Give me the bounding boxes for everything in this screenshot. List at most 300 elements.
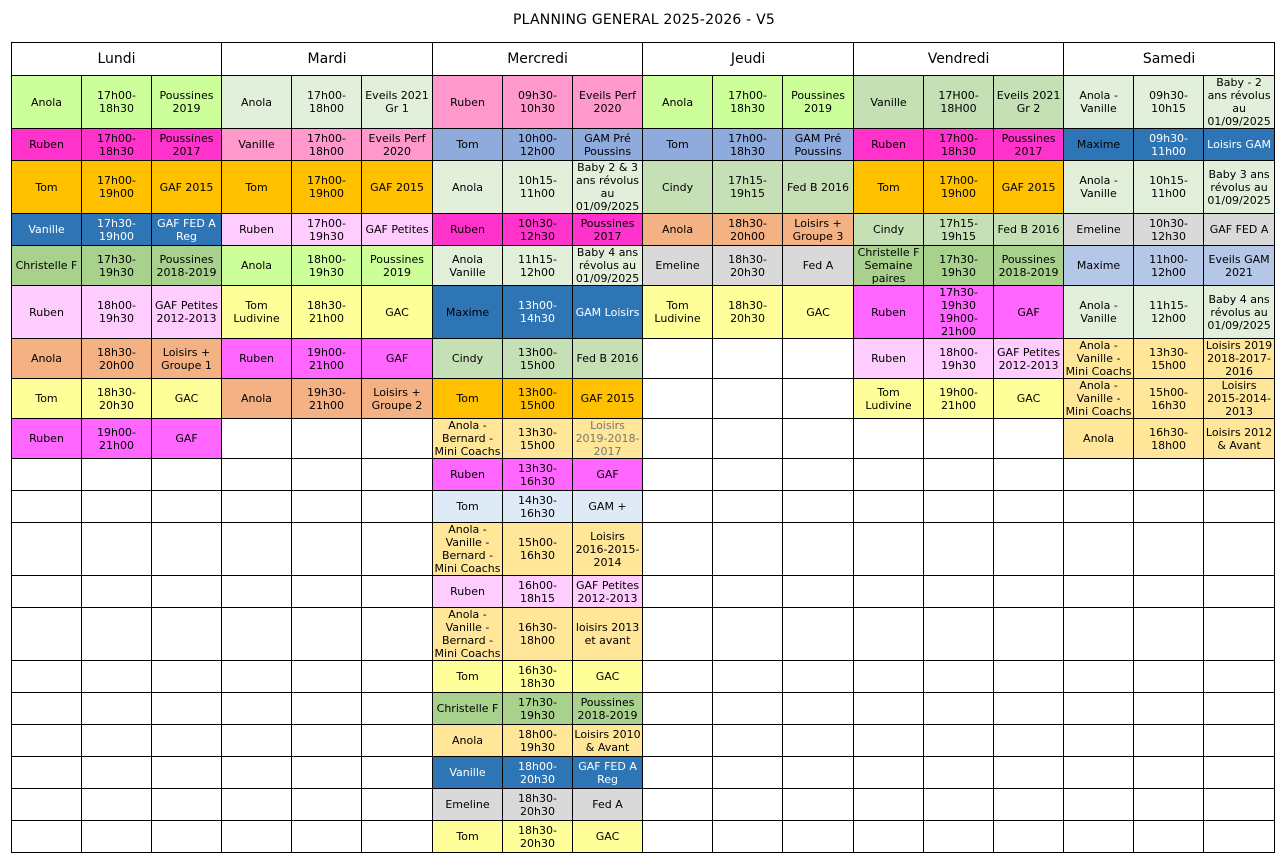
cell-group [994, 576, 1064, 608]
cell-coach: Tom Ludivine [854, 379, 924, 419]
cell-group: GAF FED A Reg [573, 757, 643, 789]
cell-group [783, 523, 854, 576]
cell-group [1204, 725, 1275, 757]
cell-group: Loisirs 2010 & Avant [573, 725, 643, 757]
cell-coach [1064, 821, 1134, 853]
cell-group [994, 419, 1064, 459]
cell-time: 16h30-18h00 [1134, 419, 1204, 459]
cell-time: 13h30-15h00 [503, 419, 573, 459]
cell-time: 19h00-21h00 [924, 379, 994, 419]
cell-group [783, 608, 854, 661]
cell-group [152, 821, 222, 853]
cell-coach: Ruben [854, 129, 924, 161]
cell-time [292, 693, 362, 725]
cell-group [152, 693, 222, 725]
cell-time: 18h30-20h00 [713, 214, 783, 246]
cell-group: Eveils GAM 2021 [1204, 246, 1275, 286]
cell-time [292, 757, 362, 789]
cell-group: Poussines 2018-2019 [994, 246, 1064, 286]
cell-time: 13h00-15h00 [503, 339, 573, 379]
cell-group: Poussines 2017 [573, 214, 643, 246]
cell-time: 13h30-15h00 [1134, 339, 1204, 379]
cell-coach: Tom [433, 821, 503, 853]
cell-time: 15h00-16h30 [503, 523, 573, 576]
cell-coach [12, 789, 82, 821]
cell-time: 11h15-12h00 [1134, 286, 1204, 339]
cell-group [362, 789, 433, 821]
cell-group: Baby 2 & 3 ans révolus au 01/09/2025 [573, 161, 643, 214]
cell-time: 13h00-14h30 [503, 286, 573, 339]
cell-time [82, 523, 152, 576]
cell-coach [222, 419, 292, 459]
cell-coach [222, 523, 292, 576]
cell-group [1204, 576, 1275, 608]
cell-time [1134, 661, 1204, 693]
cell-coach: Anola [433, 161, 503, 214]
cell-group [152, 523, 222, 576]
cell-group [152, 757, 222, 789]
cell-group [994, 459, 1064, 491]
cell-coach [854, 576, 924, 608]
cell-group [362, 725, 433, 757]
cell-time: 17h15-19h15 [924, 214, 994, 246]
cell-time: 10h15-11h00 [1134, 161, 1204, 214]
cell-time: 11h15-12h00 [503, 246, 573, 286]
cell-time [1134, 491, 1204, 523]
cell-coach [222, 491, 292, 523]
cell-group [152, 576, 222, 608]
cell-group: GAF 2015 [994, 161, 1064, 214]
cell-coach: Tom [222, 161, 292, 214]
cell-group: Poussines 2019 [152, 76, 222, 129]
cell-group: GAC [152, 379, 222, 419]
cell-coach [643, 661, 713, 693]
cell-time: 17h00-18h00 [292, 76, 362, 129]
cell-group [783, 379, 854, 419]
cell-time [292, 419, 362, 459]
cell-group: GAF Petites [362, 214, 433, 246]
cell-group: Eveils 2021 Gr 1 [362, 76, 433, 129]
cell-time [713, 608, 783, 661]
cell-time [82, 693, 152, 725]
cell-coach: Anola - Vanille - Mini Coachs [1064, 379, 1134, 419]
cell-group: Fed B 2016 [573, 339, 643, 379]
cell-time: 17h00-18h30 [82, 76, 152, 129]
cell-group: Loisirs 2016-2015-2014 [573, 523, 643, 576]
cell-time: 17h00-19h00 [292, 161, 362, 214]
cell-time [82, 789, 152, 821]
cell-coach [643, 725, 713, 757]
cell-coach [643, 693, 713, 725]
cell-coach: Christelle F [12, 246, 82, 286]
cell-coach: Tom [433, 491, 503, 523]
table-row [12, 757, 1275, 789]
cell-coach [643, 576, 713, 608]
cell-coach: Ruben [222, 339, 292, 379]
cell-coach [643, 491, 713, 523]
cell-time: 17h00-19h00 [924, 161, 994, 214]
cell-group [362, 757, 433, 789]
cell-group: GAM Pré Poussins [573, 129, 643, 161]
cell-coach: Emeline [1064, 214, 1134, 246]
cell-time: 17h30-19h00 [82, 214, 152, 246]
cell-group: Loisirs 2015-2014-2013 [1204, 379, 1275, 419]
cell-time: 16h00-18h15 [503, 576, 573, 608]
cell-coach [643, 821, 713, 853]
cell-coach [854, 459, 924, 491]
cell-group: Poussines 2019 [362, 246, 433, 286]
cell-time: 18h00-19h30 [292, 246, 362, 286]
cell-coach [12, 725, 82, 757]
cell-group: Fed B 2016 [994, 214, 1064, 246]
cell-coach [643, 757, 713, 789]
cell-coach: Anola - Vanille [1064, 286, 1134, 339]
cell-time [713, 757, 783, 789]
cell-group [1204, 757, 1275, 789]
cell-time [82, 661, 152, 693]
cell-time [924, 576, 994, 608]
cell-group [362, 661, 433, 693]
cell-time: 17h15-19h15 [713, 161, 783, 214]
table-row [12, 214, 1275, 246]
cell-coach: Anola - Vanille - Mini Coachs [1064, 339, 1134, 379]
cell-time: 17h00-18h30 [713, 129, 783, 161]
cell-group [152, 725, 222, 757]
cell-coach: Anola - Bernard - Mini Coachs [433, 419, 503, 459]
cell-group: GAF [362, 339, 433, 379]
cell-group: Fed A [573, 789, 643, 821]
cell-time: 17h30-19h30 [82, 246, 152, 286]
cell-coach: Anola [643, 214, 713, 246]
cell-coach: Tom [854, 161, 924, 214]
cell-group: Poussines 2017 [152, 129, 222, 161]
cell-time: 19h30-21h00 [292, 379, 362, 419]
cell-time [1134, 725, 1204, 757]
cell-coach: Maxime [1064, 246, 1134, 286]
cell-time [1134, 459, 1204, 491]
cell-coach [854, 821, 924, 853]
cell-group [783, 419, 854, 459]
cell-coach: Tom [433, 661, 503, 693]
table-row [12, 161, 1275, 214]
cell-group: Baby 4 ans révolus au 01/09/2025 [1204, 286, 1275, 339]
cell-group [994, 523, 1064, 576]
cell-group: Poussines 2019 [783, 76, 854, 129]
cell-coach [643, 339, 713, 379]
cell-coach: Emeline [433, 789, 503, 821]
cell-group [152, 459, 222, 491]
cell-group: Loisirs + Groupe 2 [362, 379, 433, 419]
cell-group [1204, 821, 1275, 853]
table-row [12, 76, 1275, 129]
cell-coach: Tom [643, 129, 713, 161]
cell-group [152, 608, 222, 661]
cell-coach: Cindy [643, 161, 713, 214]
cell-time [924, 491, 994, 523]
cell-group: GAM + [573, 491, 643, 523]
cell-group [1204, 459, 1275, 491]
cell-group [783, 576, 854, 608]
cell-coach: Anola [433, 725, 503, 757]
cell-group [362, 821, 433, 853]
cell-coach [222, 757, 292, 789]
cell-coach: Ruben [854, 339, 924, 379]
cell-time [292, 661, 362, 693]
cell-coach [12, 608, 82, 661]
cell-time [292, 459, 362, 491]
cell-group [994, 693, 1064, 725]
cell-time: 19h00-21h00 [82, 419, 152, 459]
cell-group [783, 725, 854, 757]
cell-coach [1064, 491, 1134, 523]
cell-group [783, 789, 854, 821]
cell-time: 09h30-10h15 [1134, 76, 1204, 129]
cell-group: GAF [152, 419, 222, 459]
cell-group [783, 491, 854, 523]
cell-group [783, 757, 854, 789]
cell-time [1134, 821, 1204, 853]
cell-time [713, 379, 783, 419]
cell-group: GAF Petites 2012-2013 [994, 339, 1064, 379]
table-row [12, 821, 1275, 853]
cell-time [82, 821, 152, 853]
table-row [12, 246, 1275, 286]
cell-time: 18h30-20h30 [82, 379, 152, 419]
cell-coach [854, 725, 924, 757]
cell-coach [1064, 576, 1134, 608]
cell-coach [222, 725, 292, 757]
cell-group [994, 725, 1064, 757]
cell-coach [222, 576, 292, 608]
cell-time: 17h30-19h30 [924, 246, 994, 286]
cell-coach [222, 821, 292, 853]
day-header-samedi: Samedi [1064, 43, 1275, 76]
cell-time [292, 725, 362, 757]
cell-coach [643, 523, 713, 576]
cell-coach: Vanille [222, 129, 292, 161]
cell-time [924, 661, 994, 693]
cell-coach: Ruben [433, 459, 503, 491]
cell-group [1204, 661, 1275, 693]
table-row [12, 339, 1275, 379]
cell-coach: Tom [12, 379, 82, 419]
cell-time: 10h30-12h30 [1134, 214, 1204, 246]
cell-group: Loisirs 2019-2018-2017 [573, 419, 643, 459]
cell-time: 14h30-16h30 [503, 491, 573, 523]
cell-time: 18h00-20h30 [503, 757, 573, 789]
day-header-mercredi: Mercredi [433, 43, 643, 76]
cell-time [924, 789, 994, 821]
cell-coach [12, 491, 82, 523]
cell-group [994, 491, 1064, 523]
cell-coach [1064, 608, 1134, 661]
cell-group [994, 757, 1064, 789]
cell-time [82, 725, 152, 757]
cell-time: 17h00-18h30 [82, 129, 152, 161]
cell-time: 16h30-18h00 [503, 608, 573, 661]
cell-time: 18h00-19h30 [503, 725, 573, 757]
cell-time: 17h00-18h00 [292, 129, 362, 161]
cell-coach [1064, 757, 1134, 789]
table-row [12, 576, 1275, 608]
cell-time [713, 661, 783, 693]
cell-time [713, 459, 783, 491]
cell-coach: Cindy [854, 214, 924, 246]
cell-group [362, 608, 433, 661]
cell-time: 17H00-18H00 [924, 76, 994, 129]
cell-time: 18h30-20h00 [82, 339, 152, 379]
cell-time [82, 459, 152, 491]
cell-coach [1064, 661, 1134, 693]
cell-time: 17h30-19h30 [503, 693, 573, 725]
cell-group [362, 523, 433, 576]
cell-coach [1064, 725, 1134, 757]
cell-time [292, 608, 362, 661]
cell-time [82, 491, 152, 523]
cell-coach [1064, 459, 1134, 491]
cell-coach: Maxime [433, 286, 503, 339]
cell-coach: Ruben [12, 129, 82, 161]
cell-group [994, 821, 1064, 853]
cell-time [713, 693, 783, 725]
cell-group: Eveils 2021 Gr 2 [994, 76, 1064, 129]
cell-coach [222, 608, 292, 661]
cell-coach: Anola [12, 339, 82, 379]
cell-time [292, 491, 362, 523]
cell-time [713, 576, 783, 608]
cell-group [783, 339, 854, 379]
cell-time: 17h00-19h30 [292, 214, 362, 246]
cell-time [713, 789, 783, 821]
cell-time: 17h00-18h30 [713, 76, 783, 129]
cell-coach [222, 693, 292, 725]
cell-group [152, 661, 222, 693]
cell-coach [222, 661, 292, 693]
cell-group: Loisirs 2012 & Avant [1204, 419, 1275, 459]
cell-group [1204, 523, 1275, 576]
cell-coach [12, 821, 82, 853]
cell-time [924, 693, 994, 725]
cell-group: GAC [573, 821, 643, 853]
cell-coach [12, 693, 82, 725]
cell-coach: Tom [12, 161, 82, 214]
cell-time [713, 725, 783, 757]
table-row [12, 379, 1275, 419]
cell-time [924, 523, 994, 576]
cell-coach [643, 419, 713, 459]
cell-coach [12, 523, 82, 576]
cell-group [152, 789, 222, 821]
cell-group [152, 491, 222, 523]
cell-time [924, 757, 994, 789]
cell-time [1134, 757, 1204, 789]
cell-group [994, 608, 1064, 661]
cell-coach [222, 789, 292, 821]
cell-coach: Vanille [433, 757, 503, 789]
cell-group: loisirs 2013 et avant [573, 608, 643, 661]
cell-time [713, 821, 783, 853]
table-row [12, 693, 1275, 725]
cell-group [362, 419, 433, 459]
cell-coach: Anola - Vanille - Bernard - Mini Coachs [433, 608, 503, 661]
cell-time [713, 523, 783, 576]
cell-time: 16h30-18h30 [503, 661, 573, 693]
cell-group: GAF 2015 [573, 379, 643, 419]
cell-coach: Tom Ludivine [222, 286, 292, 339]
cell-time [82, 608, 152, 661]
cell-coach [854, 757, 924, 789]
cell-coach [222, 459, 292, 491]
cell-group: GAM Loisirs [573, 286, 643, 339]
cell-coach [12, 576, 82, 608]
cell-group: GAF [573, 459, 643, 491]
cell-coach: Tom [433, 379, 503, 419]
cell-group: Loisirs + Groupe 3 [783, 214, 854, 246]
cell-coach: Ruben [12, 286, 82, 339]
cell-time [1134, 608, 1204, 661]
cell-group: Baby 4 ans révolus au 01/09/2025 [573, 246, 643, 286]
cell-time [82, 757, 152, 789]
cell-time [292, 576, 362, 608]
cell-coach: Anola Vanille [433, 246, 503, 286]
cell-coach [854, 661, 924, 693]
cell-time: 18h00-19h30 [924, 339, 994, 379]
cell-time [1134, 789, 1204, 821]
cell-group: GAF Petites 2012-2013 [152, 286, 222, 339]
day-header-row [12, 43, 1275, 76]
cell-coach: Maxime [1064, 129, 1134, 161]
cell-time [924, 608, 994, 661]
cell-group [1204, 693, 1275, 725]
cell-group [362, 491, 433, 523]
cell-group: GAC [362, 286, 433, 339]
cell-time [292, 523, 362, 576]
cell-coach [643, 608, 713, 661]
cell-group: Loisirs + Groupe 1 [152, 339, 222, 379]
cell-time [292, 821, 362, 853]
cell-coach: Vanille [854, 76, 924, 129]
cell-group: GAF FED A Reg [152, 214, 222, 246]
cell-coach: Anola [643, 76, 713, 129]
table-row [12, 789, 1275, 821]
cell-time: 18h30-20h30 [713, 246, 783, 286]
cell-coach: Tom [433, 129, 503, 161]
table-row [12, 523, 1275, 576]
cell-coach [643, 379, 713, 419]
cell-time: 18h30-20h30 [503, 821, 573, 853]
cell-group [783, 821, 854, 853]
cell-time: 11h00-12h00 [1134, 246, 1204, 286]
cell-group: Fed A [783, 246, 854, 286]
cell-coach: Anola [222, 379, 292, 419]
cell-coach: Tom Ludivine [643, 286, 713, 339]
table-row [12, 661, 1275, 693]
cell-group [362, 459, 433, 491]
cell-group [783, 693, 854, 725]
cell-time: 19h00-21h00 [292, 339, 362, 379]
cell-coach [854, 693, 924, 725]
cell-coach: Ruben [433, 214, 503, 246]
cell-time [292, 789, 362, 821]
cell-time: 09h30-10h30 [503, 76, 573, 129]
cell-time: 17h00-18h30 [924, 129, 994, 161]
cell-coach: Christelle F Semaine paires [854, 246, 924, 286]
cell-coach: Anola [1064, 419, 1134, 459]
cell-time: 13h30-16h30 [503, 459, 573, 491]
cell-coach: Ruben [854, 286, 924, 339]
cell-group: Eveils Perf 2020 [573, 76, 643, 129]
day-header-vendredi: Vendredi [854, 43, 1064, 76]
